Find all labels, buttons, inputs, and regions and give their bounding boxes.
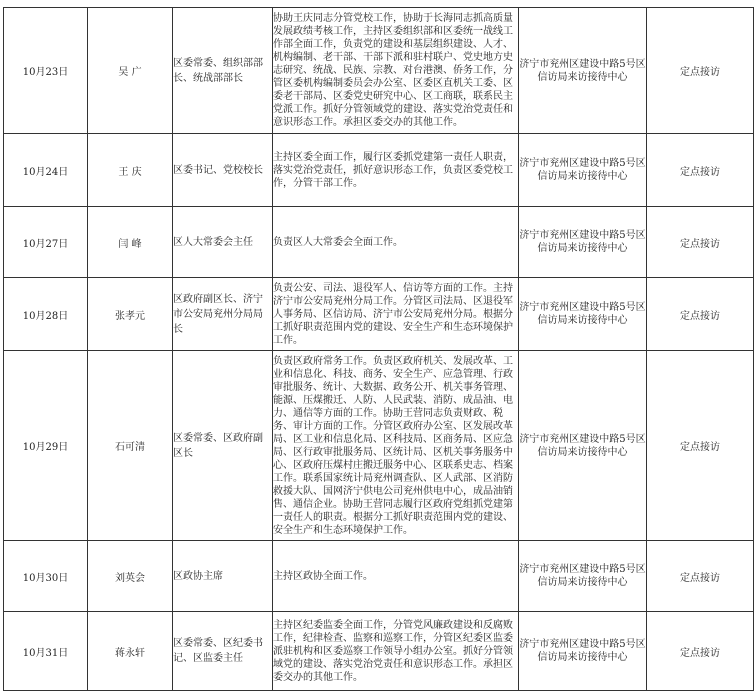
table-row bbox=[4, 351, 754, 541]
address-cell: 济宁市兖州区建设中路5号区信访局来访接待中心 bbox=[519, 207, 647, 278]
leader-name-cell: 刘英会 bbox=[88, 541, 173, 612]
reception-mode-cell: 定点接访 bbox=[647, 134, 754, 207]
date-cell: 10月28日 bbox=[4, 278, 88, 351]
duties-cell: 负责区人大常委会全面工作。 bbox=[273, 207, 519, 278]
reception-mode-cell: 定点接访 bbox=[647, 207, 754, 278]
position-cell: 区政协主席 bbox=[173, 541, 273, 612]
address-cell: 济宁市兖州区建设中路5号区信访局来访接待中心 bbox=[519, 8, 647, 134]
leader-name-cell: 闫 峰 bbox=[88, 207, 173, 278]
date-cell: 10月31日 bbox=[4, 612, 88, 691]
address-cell: 济宁市兖州区建设中路5号区信访局来访接待中心 bbox=[519, 278, 647, 351]
leader-name-cell: 石可清 bbox=[88, 351, 173, 541]
table-row bbox=[4, 8, 754, 134]
address-cell: 济宁市兖州区建设中路5号区信访局来访接待中心 bbox=[519, 134, 647, 207]
leader-name-cell: 王 庆 bbox=[88, 134, 173, 207]
duties-cell: 主持区政协全面工作。 bbox=[273, 541, 519, 612]
reception-mode-cell: 定点接访 bbox=[647, 351, 754, 541]
reception-mode-cell: 定点接访 bbox=[647, 612, 754, 691]
leader-name-cell: 吴 广 bbox=[88, 8, 173, 134]
table-row bbox=[4, 134, 754, 207]
date-cell: 10月29日 bbox=[4, 351, 88, 541]
table-row bbox=[4, 278, 754, 351]
address-cell: 济宁市兖州区建设中路5号区信访局来访接待中心 bbox=[519, 351, 647, 541]
duties-cell: 协助王庆同志分管党校工作，协助于长海同志抓高质量发展政绩考核工作，主持区委组织部和区委统一战线工作部全面工作，负责党的建设和基层组织建设、人才、机构编制、老干部、干部下派和驻村联户、党史地方史志研究、统战、民族、宗教、对台港澳、侨务工作，分管区委机构编制委员会办公室、区委区直机关工委、区委老干部局、区委党史研究中心、区工商联，联系民主党派工作。抓好分管领域党的建设、落实党治党责任和意识形态工作。承担区委交办的其他工作。 bbox=[273, 8, 519, 134]
position-cell: 区委书记、党校校长 bbox=[173, 134, 273, 207]
address-cell: 济宁市兖州区建设中路5号区信访局来访接待中心 bbox=[519, 541, 647, 612]
duties-cell: 主持区纪委监委全面工作，分管党风廉政建设和反腐败工作，纪律检查、监察和巡察工作，分管区纪委区监委派驻机构和区委巡察工作领导小组办公室。抓好分管领域党的建设、落实党治党责任和意识形态工作。承担区委交办的其他工作。 bbox=[273, 612, 519, 691]
date-cell: 10月24日 bbox=[4, 134, 88, 207]
table-row bbox=[4, 541, 754, 612]
address-cell: 济宁市兖州区建设中路5号区信访局来访接待中心 bbox=[519, 612, 647, 691]
position-cell: 区委常委、区纪委书记、区监委主任 bbox=[173, 612, 273, 691]
date-cell: 10月23日 bbox=[4, 8, 88, 134]
leader-name-cell: 蒋永轩 bbox=[88, 612, 173, 691]
leader-name-cell: 张孝元 bbox=[88, 278, 173, 351]
reception-mode-cell: 定点接访 bbox=[647, 278, 754, 351]
duties-cell: 负责区政府常务工作。负责区政府机关、发展改革、工业和信息化、科技、商务、安全生产、应急管理、行政审批服务、统计、大数据、政务公开、机关事务管理、能源、压煤搬迁、人防、人民武装、消防、成品油、电力、通信等方面的工作。协助王营同志负责财政、税务、审计方面的工作。分管区政府办公室、区发展改革局、区工业和信息化局、区科技局、区商务局、区应急局、区行政审批服务局、区统计局、区机关事务服务中心、区政府压煤村庄搬迁服务中心、区联系史志、档案工作。联系国家统计局兖州调查队、区人武部、区消防救援大队、国网济宁供电公司兖州供电中心，成品油销售、通信企业。协助王营同志履行区政府党组抓党建第一责任人的职责。根据分工抓好职责范围内党的建设、安全生产和生态环境保护工作。 bbox=[273, 351, 519, 541]
reception-mode-cell: 定点接访 bbox=[647, 541, 754, 612]
position-cell: 区人大常委会主任 bbox=[173, 207, 273, 278]
date-cell: 10月27日 bbox=[4, 207, 88, 278]
table-row bbox=[4, 612, 754, 691]
duties-cell: 负责公安、司法、退役军人、信访等方面的工作。主持济宁市公安局兖州分局工作。分管区司法局、区退役军人事务局、区信访局、济宁市公安局兖州分局。根据分工抓好职责范围内党的建设、安全生产和生态环境保护工作。 bbox=[273, 278, 519, 351]
position-cell: 区委常委、区政府副区长 bbox=[173, 351, 273, 541]
date-cell: 10月30日 bbox=[4, 541, 88, 612]
table-row bbox=[4, 207, 754, 278]
duties-cell: 主持区委全面工作，履行区委抓党建第一责任人职责，落实党治党责任，抓好意识形态工作，负责区委党校工作，分管干部工作。 bbox=[273, 134, 519, 207]
position-cell: 区委常委、组织部部长、统战部部长 bbox=[173, 8, 273, 134]
position-cell: 区政府副区长、济宁市公安局兖州分局局长 bbox=[173, 278, 273, 351]
reception-mode-cell: 定点接访 bbox=[647, 8, 754, 134]
reception-schedule-table bbox=[3, 7, 754, 691]
